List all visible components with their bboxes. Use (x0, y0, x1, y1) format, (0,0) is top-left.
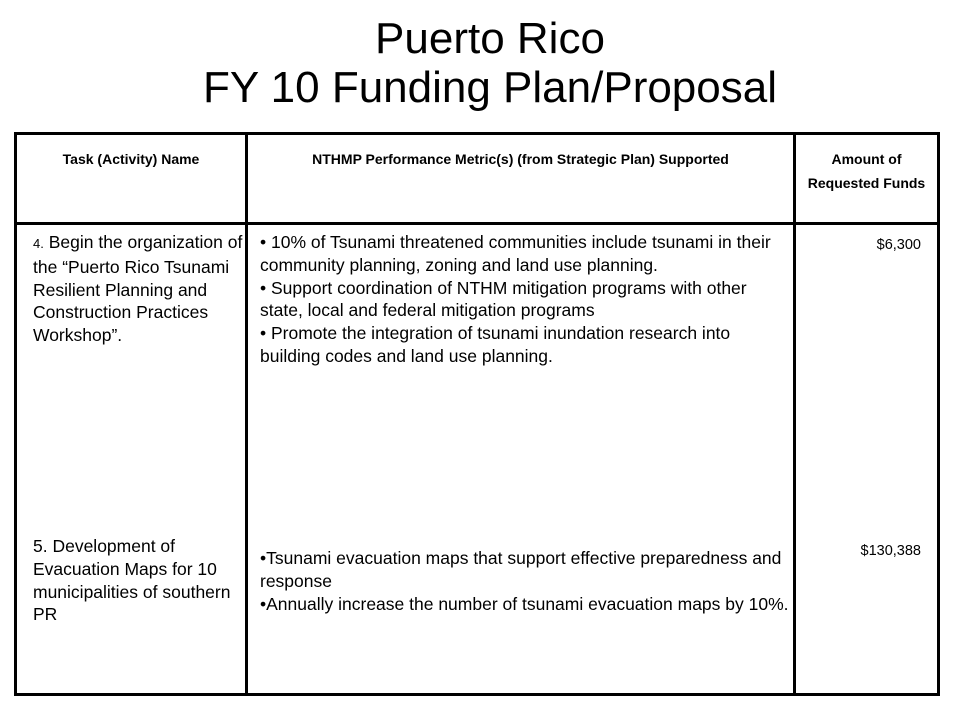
task-5-metrics (260, 547, 790, 615)
slide-title-line-1: Puerto Rico (375, 14, 605, 63)
task-4-amount: $6,300 (876, 237, 921, 253)
task-4-cell (33, 231, 243, 347)
metric-item: •Annually increase the number of tsunami evacuation maps by 10%. (260, 593, 789, 614)
funding-table (14, 132, 940, 696)
task-4-metrics (260, 231, 790, 368)
slide-title-line-2: FY 10 Funding Plan/Proposal (203, 63, 777, 112)
task-4-number: 4. (33, 236, 44, 251)
task-4-text: Begin the organization of the “Puerto Rico Tsunami Resilient Planning and Construction Practices Workshop”. (33, 232, 243, 346)
metric-item: • Promote the integration of tsunami inundation research into building codes and land use planning. (260, 323, 731, 366)
header-task-name: Task (Activity) Name (62, 151, 200, 167)
header-requested-funds: Amount of Requested Funds (807, 151, 926, 191)
task-5-amount: $130,388 (860, 543, 921, 559)
column-divider-2 (793, 135, 796, 693)
header-divider (17, 222, 937, 225)
task-5-text: 5. Development of Evacuation Maps for 10 municipalities of southern PR (33, 536, 231, 625)
header-performance-metrics: NTHMP Performance Metric(s) (from Strategic Plan) Supported (312, 151, 729, 167)
metric-item: • Support coordination of NTHM mitigation programs with other state, local and federal mitigation programs (260, 277, 747, 321)
slide-title (0, 14, 960, 112)
metric-item: •Tsunami evacuation maps that support effective preparedness and response (260, 548, 782, 591)
metric-item: • 10% of Tsunami threatened communities include tsunami in their community planning, zoning and land use planning. (260, 232, 771, 275)
column-divider-1 (245, 135, 248, 693)
